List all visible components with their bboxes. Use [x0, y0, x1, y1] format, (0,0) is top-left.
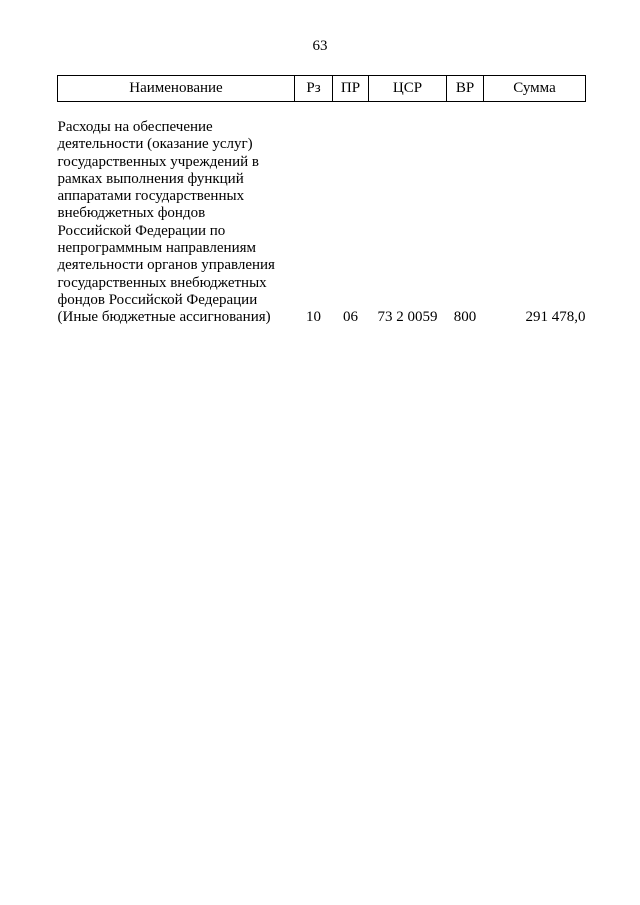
row-name-line: фондов Российской Федерации	[57, 291, 258, 308]
header-vr: ВР	[447, 76, 484, 102]
table-row	[58, 119, 586, 327]
row-name-line: (Иные бюджетные ассигнования)	[57, 309, 271, 326]
budget-table	[57, 75, 586, 327]
row-name-line: Расходы на обеспечение	[57, 119, 213, 135]
table-header-row	[58, 76, 586, 102]
row-name-line: аппаратами государственных	[57, 188, 245, 205]
row-name-line: государственных учреждений в	[57, 153, 259, 170]
row-name-line: рамках выполнения функций	[57, 170, 244, 187]
row-csr: 73 2 0059	[377, 309, 438, 326]
row-name-line: государственных внебюджетных	[57, 274, 267, 291]
row-vr: 800	[453, 309, 477, 326]
row-name-cell	[58, 119, 295, 327]
header-rz: Рз	[295, 76, 333, 102]
header-csr: ЦСР	[369, 76, 447, 102]
row-pr: 06	[343, 309, 358, 326]
header-name: Наименование	[58, 76, 295, 102]
row-sum: 291 478,0	[525, 309, 586, 326]
row-rz: 10	[306, 309, 321, 326]
header-sum: Сумма	[484, 76, 586, 102]
row-name-line: Российской Федерации по	[57, 222, 226, 239]
header-pr: ПР	[333, 76, 369, 102]
row-name-line: внебюджетных фондов	[57, 205, 206, 222]
row-name-line: деятельности (оказание услуг)	[57, 136, 253, 153]
row-name-line: непрограммным направлениям	[57, 240, 257, 257]
page-number: 63	[312, 38, 328, 54]
row-name-line: деятельности органов управления	[57, 257, 275, 274]
table-spacer-row	[58, 102, 586, 120]
